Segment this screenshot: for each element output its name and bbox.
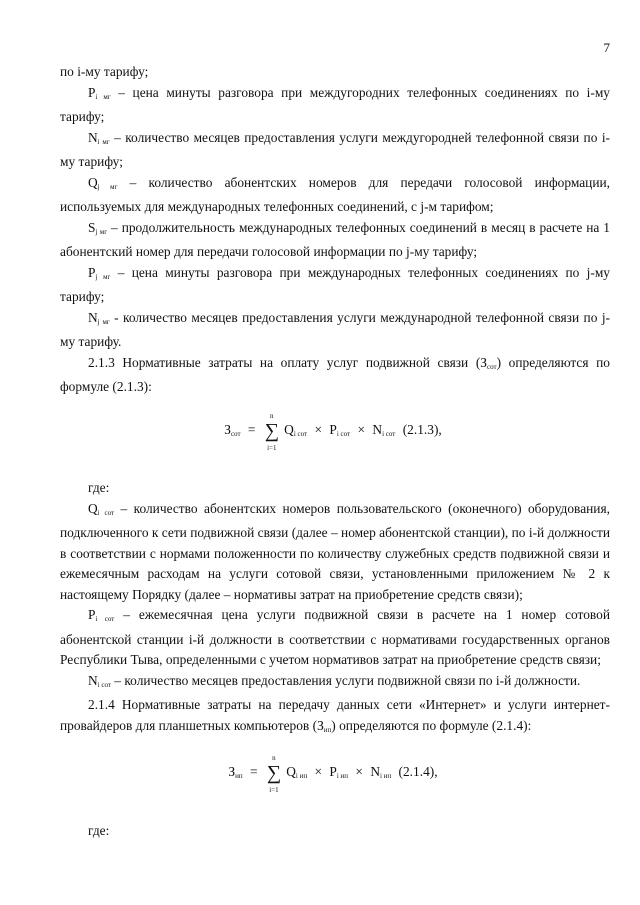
symbol-subscript: j мг: [97, 182, 118, 191]
definition-paragraph: [60, 83, 610, 128]
document-body: [60, 62, 610, 841]
paragraph: [60, 62, 610, 83]
paragraph-text: ) определяются по формуле (2.1.4):: [331, 717, 532, 733]
symbol: N: [88, 129, 98, 145]
formula-term: N: [372, 421, 383, 437]
formula-subscript: i сот: [382, 429, 396, 438]
definition-paragraph: [60, 173, 610, 218]
symbol: P: [88, 264, 96, 280]
definition-text: – количество месяцев предоставления услуги подвижной связи по i-й должности.: [110, 672, 581, 688]
section-paragraph: [60, 353, 610, 398]
symbol-subscript: j мг: [95, 227, 108, 236]
symbol-subscript: i сот: [97, 680, 111, 689]
formula-subscript: i сот: [293, 429, 308, 438]
definition-paragraph: [60, 605, 610, 671]
symbol: Q: [88, 500, 98, 516]
symbol-subscript: ип: [323, 725, 332, 734]
formula-subscript: ип: [235, 772, 243, 780]
paragraph-text: 2.1.4 Нормативные затраты на передачу данных сети «Интернет» и услуги интернет-провайдеров для планшетных компьютеров (: [60, 697, 610, 733]
sum-lower-limit: i=1: [269, 786, 279, 794]
definition-paragraph: [60, 128, 610, 173]
paragraph-text: ) определяются по формуле (2.1.3):: [60, 354, 610, 394]
sum-lower-limit: i=1: [267, 443, 277, 452]
paragraph-text: где:: [88, 822, 110, 838]
formula-lhs: З: [224, 421, 231, 437]
symbol: Q: [88, 174, 98, 190]
symbol: З: [480, 354, 488, 370]
formula-subscript: сот: [230, 429, 241, 438]
definition-text: – количество месяцев предоставления услуги междугородней телефонной связи по i-му тарифу;: [60, 129, 611, 169]
definition-text: – количество абонентских номеров пользовательского (оконечного) оборудования, подключенного к сети подвижной связи (далее – номер абонентской станции), по i-й должности в соответствии с нормами положенности по количеству служебных средств подвижной связи и ежемесячным расходам на услуги сотовой связи, установленными приложением № 2 к настоящему Порядку (далее – нормативы затрат на приобретение средств связи);: [60, 500, 610, 602]
definition-text: – количество абонентских номеров для передачи голосовой информации, используемых для международных телефонных соединений, с j-м тарифом;: [60, 174, 610, 214]
sum-upper-limit: n: [272, 754, 276, 762]
symbol: P: [88, 84, 96, 100]
formula-term: P: [329, 764, 337, 779]
formula-subscript: i ип: [379, 772, 392, 780]
sigma: ∑: [264, 419, 280, 442]
formula-term: Q: [286, 764, 296, 779]
symbol: N: [88, 309, 98, 325]
definition-text: – ежемесячная цена услуги подвижной связи в расчете на 1 номер сотовой абонентской станции i-й должности в соответствии с нормативами государственных органов Республики Тыва, определенными с учетом нормативов затрат на приобретение средств связи;: [60, 607, 610, 667]
paragraph-text: по i-му тарифу;: [60, 64, 149, 79]
definition-text: – продолжительность международных телефонных соединений в месяц в расчете на 1 абонентский номер для передачи голосовой информации по j-му тарифу;: [60, 219, 610, 259]
times-sign: ×: [357, 421, 366, 437]
paragraph-text: где:: [88, 480, 110, 495]
sum-upper-limit: n: [270, 411, 274, 420]
formula-2-1-4: [60, 754, 610, 794]
paragraph-text: 2.1.3 Нормативные затраты на оплату услуг подвижной связи (: [88, 354, 481, 370]
formula-term: P: [329, 421, 337, 437]
equals-sign: =: [247, 421, 256, 437]
sigma: ∑: [266, 762, 282, 784]
page-number: 7: [603, 40, 610, 55]
formula-number: (2.1.4),: [398, 764, 438, 779]
symbol-subscript: сот: [487, 362, 497, 371]
section-paragraph: [60, 695, 610, 740]
symbol: N: [88, 672, 98, 688]
formula-term: Q: [284, 421, 294, 437]
formula-term: N: [370, 764, 380, 779]
definition-paragraph: [60, 263, 610, 308]
symbol-subscript: i мг: [95, 92, 111, 101]
definition-paragraph: [60, 218, 610, 263]
formula-2-1-3: [60, 411, 610, 452]
paragraph: [60, 821, 610, 842]
symbol: З: [317, 717, 324, 733]
summation-sign: [264, 411, 280, 452]
symbol-subscript: i мг: [97, 137, 110, 146]
symbol-subscript: j мг: [95, 272, 111, 281]
times-sign: ×: [355, 764, 363, 779]
paragraph: [60, 478, 610, 499]
symbol: S: [88, 219, 96, 235]
definition-paragraph: [60, 499, 610, 606]
formula-subscript: i сот: [336, 429, 351, 438]
formula-subscript: i ип: [336, 772, 349, 780]
definition-text: - количество месяцев предоставления услуги международной телефонной связи по j-му тарифу.: [60, 309, 611, 349]
definition-text: – цена минуты разговора при международных телефонных соединениях по j-му тарифу;: [60, 264, 610, 304]
symbol-subscript: i сот: [97, 508, 115, 517]
times-sign: ×: [314, 764, 323, 779]
symbol: P: [88, 607, 96, 622]
definition-paragraph: [60, 308, 610, 353]
summation-sign: [266, 754, 282, 794]
symbol-subscript: i сот: [95, 615, 115, 623]
equals-sign: =: [249, 764, 258, 779]
definition-text: – цена минуты разговора при междугородних телефонных соединениях по i-му тарифу;: [60, 84, 611, 124]
formula-subscript: i ип: [295, 772, 308, 780]
times-sign: ×: [314, 421, 323, 437]
symbol-subscript: j мг: [97, 317, 110, 326]
formula-lhs: З: [228, 764, 236, 779]
formula-number: (2.1.3),: [402, 421, 442, 437]
definition-paragraph: [60, 671, 610, 696]
